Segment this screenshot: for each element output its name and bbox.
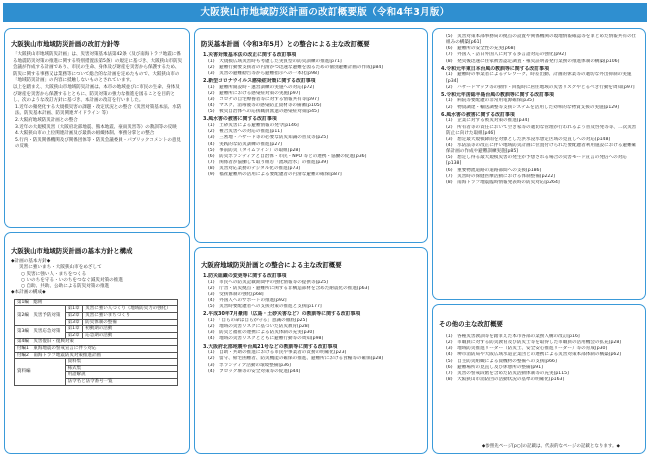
- structure-part: 第1編 総則: [15, 299, 178, 306]
- structure-chapter-name: 法令名と法令番号一覧: [65, 378, 177, 385]
- section-item: (6) 重要物流道路の道路部間への支援[p186]: [446, 167, 542, 173]
- other-panel: [432, 304, 646, 454]
- section-item: (4) 実践的な防災訓練の推進[p27]: [208, 141, 282, 147]
- structure-chapter: 第1章: [65, 326, 83, 333]
- basic-policy-line: 災害に強いまち・大阪狭山市をめざして: [19, 265, 102, 271]
- structure-part: 付編1 東海地震の警戒宣言に伴う対応: [15, 345, 178, 352]
- structure-chapter: 第1章: [65, 306, 83, 313]
- structure-row: [15, 339, 178, 346]
- reference-note: ◆参照先ページ[p○]の記載は、代表的なページの記載となります。◆: [481, 444, 620, 449]
- other-item: (3) 地域防災推進リーダー（防災士、安全安心推進リーダー）等の育成[p30]: [446, 346, 608, 352]
- section-item: (1) 自助・共助の推進における市民や事業者の責務の明確化[p23]: [208, 350, 347, 356]
- section-item: (5) 災害対策本部事務局の拠点の設置や関係機関の現地情報確認等をまとめた情報共有の仕組みの構築[p61]: [446, 34, 637, 46]
- structure-row: [15, 352, 178, 359]
- basic-plan-panel: [194, 28, 428, 243]
- structure-part: 第3編 災害応急対策: [15, 326, 66, 339]
- structure-row: [15, 326, 178, 333]
- section-item: (1) 病院等要配慮の非常用電源確保[p35]: [446, 98, 534, 104]
- structure-table: [14, 299, 178, 386]
- structure-row: [15, 345, 178, 352]
- structure-row: [15, 359, 178, 366]
- basic-plan-body: [195, 50, 427, 181]
- policy-body: [5, 50, 189, 154]
- structure-heading: 大阪狭山市地域防災計画の基本方針と構成: [8, 245, 135, 256]
- section-item: (1) 大規模広域災害時も考慮した実質型の防災訓練の推進[p71]: [208, 58, 342, 64]
- section-item: (6) 防災ボランティアと自治体・市民・NPO 等との連携・協働の促進[p36]: [208, 153, 367, 159]
- section-item: (2) 避難行動要支援者の円滑かつ迅速な避難を図るための個別避難計画の作成[p84]: [208, 64, 384, 70]
- policy-item: 4.大阪狭山市の上位関連計画及び最新の組織体制、事務分掌との整合: [15, 131, 155, 137]
- section-title: 3.風水害の被害に関する改訂事項: [203, 116, 277, 123]
- basic-policy-title: ◆計画の基本方針◆: [11, 259, 51, 264]
- other-item: (4) 堺市消防局や大阪広域水道企業団との連携による災害対策本部体制の構築[p62]: [446, 352, 622, 358]
- other-item: (8) 大阪狭山市消防団の活動状況の基準の明確化[p163]: [446, 377, 565, 383]
- structure-chapter: 第3章: [65, 319, 83, 326]
- section-item: (4) 地域の災害リスクとともに避難行動等の周知[p98]: [208, 336, 324, 342]
- basic-policy-line: ○ 自助、共助、公助による防災対策の推進: [21, 284, 110, 290]
- other-heading: その他の主な改訂概要: [436, 318, 506, 329]
- structure-chapter-name: 用語解説: [65, 372, 177, 379]
- section-item: (1) 市民への防災記載期間中の強化情報等の提供等[p25]: [208, 279, 328, 285]
- continued-body: [433, 29, 645, 189]
- section-item: (1) 土砂災害による避難情報の発令[p146]: [208, 123, 299, 129]
- policy-item: 3.近年の大規模災害（大阪府北部地震、熊本地震、豪雨災害等）の教訓等の反映: [15, 124, 177, 130]
- section-title: 1.災害対策基本法の改正に関する改訂事項: [203, 52, 297, 58]
- section-item: (6) 避難所の安全性の充実[p68]: [446, 46, 516, 52]
- structure-chapter-name: 初動期の活動: [83, 326, 178, 333]
- section-item: (1) 避難所開設時・運営訓練の実施への対応[p72]: [208, 84, 315, 90]
- section-item: (3) ボランティア活動の環境整備[p36]: [208, 362, 291, 368]
- osaka-plan-panel: [194, 247, 428, 454]
- structure-chapter-name: 防災体制の整備: [83, 319, 178, 326]
- basic-policy-line: ○ 災害に強い人・まちをつくる: [21, 271, 87, 277]
- other-item: (2) 市職員に対する防災教育及び防災士等を取得した市職員の活用機会の拡充[p28]: [446, 340, 622, 346]
- section-item: (8) 災害対応業務のデジタル化の推進[p73]: [208, 166, 301, 172]
- section-title: 1.防災組織の変更等に関する改訂事項: [203, 273, 287, 279]
- section-item: (4) マスク、消毒液等の感染防止資材等の備蓄[p105]: [208, 103, 322, 109]
- structure-part: 付編2 南海トラフ地震防災対策推進計画: [15, 352, 178, 359]
- structure-chapter: 第2章: [65, 332, 83, 339]
- section-item: (8) 南海トラフ地震臨時情報発表時の防災対応[p264]: [446, 179, 560, 185]
- structure-part: 第2編 災害予防対策: [15, 306, 66, 326]
- other-item: (5) 自主防災組織による資機材の整備への支援[p66]: [446, 358, 557, 364]
- policy-heading: 大阪狭山市地域防災計画の改訂方針等: [8, 38, 123, 49]
- section-item: (2) 避難所における感染症対策の実施[p97]: [208, 90, 301, 96]
- section-item: (2) ハザードマップ等の動作・回覧時に居住地域の災害リスクやとるべき行動を周知[p97]: [446, 84, 635, 90]
- basic-policy-line: ○ いのちを守る・いのちをつなぐ減災対策の推進: [21, 277, 123, 283]
- structure-chapter-name: 資料集: [65, 359, 177, 366]
- section-item: (3) 災害の避難勧告等から避難指示への一本化[p98]: [208, 70, 319, 76]
- structure-chapter-name: 応急期の活動: [83, 332, 178, 339]
- section-item: (5) 災害時要配慮者への支援対策の推進と支援[p177]: [208, 304, 322, 310]
- section-item: (2) 庁舎・防災拠点・避難所に関する非構造部材を含めた耐震化の推進[p63]: [208, 285, 370, 291]
- section-item: (5) 想定し得る最大規模災害の発生が予想される場合の災害モード宣言の発信への対応[p138]: [446, 155, 627, 167]
- section-item: (8) 発災後迅速に住家被害認定調査・罹災証明書発行業務の推進体制の構築[p106]: [446, 58, 620, 64]
- section-item: (5) 被災自治体への応援職員派遣の感染症対策[p45]: [208, 109, 319, 115]
- policy-panel: [4, 28, 190, 228]
- section-item: (3) 防災と福祉の連携による防災体制の充実[p30]: [208, 330, 315, 336]
- section-item: (4) 外国人へのサポートの推進[p92]: [208, 298, 287, 304]
- section-item: (7) 関係者が協働して取り組む「流域治水」の推進[p39]: [208, 159, 328, 165]
- section-item: (2) 物資調達・輸送調整等支援システムを活用した効率的な物資支援の実施[p129]: [446, 104, 619, 110]
- policy-item: 2.大阪府地域防災計画との整合: [15, 117, 78, 123]
- other-item: (1) 各種災害教訓等を踏まえた本市各部の業務人構の改訂[p16]: [446, 334, 580, 339]
- section-item: (3) 想定最大規模降雨を対象とした洪水浸水想定区域の見直しへの対応[p148]: [446, 136, 611, 142]
- section-item: (2) 所有者等の責任において空き家等の適切な管理が行われるよう普及啓発等等、二次災害防止に向けた取組[p46]: [446, 124, 637, 136]
- section-item: (3) 三密地・ハザード等の必要な防災知識の普及等[p25]: [208, 135, 328, 141]
- section-item: (7) 災害時の保健医療活動における体制整備[p222]: [446, 173, 556, 179]
- section-title: 2.新型コロナウイルス感染症対策に関する改訂事項: [203, 78, 316, 85]
- section-item: (5) 事前防災（タイムライン）の取組[p28]: [208, 147, 301, 153]
- structure-chapter-name: 災害に強い人づくり（地域防災力の強化）: [83, 306, 178, 313]
- structure-chapter-name: 災害に強いまちづくり: [83, 312, 178, 319]
- section-item: (4) 水防法等の改正に伴い地域防災計画に位置付けられた要配慮者利用施設における避難確保計画の作成や避難訓練実施[p85]: [446, 142, 637, 155]
- policy-paragraph: 「大阪狭山市地域防災計画」は、災害対策基本法第42条（及び南海トラフ地震に係る地震防災対策の推進に関する特別措置法第5条）の規定に基づき、大阪狭山市防災会議が作成する計画であり、市民の生命、身体及び財産を災害から保護するため、防災に関する事務又は業務等について総合的な計画を定めたもので、大阪狭山市の「地域防災計画」の内容に抵触しないものとされています。: [13, 52, 183, 84]
- structure-panel: [4, 232, 190, 454]
- section-item: (3) コロナの自宅療養者等に対する情報共有等[p97]: [208, 96, 319, 102]
- compose-title: ◆本計画の構成◆: [11, 290, 46, 296]
- section-item: (7) 外国人・訪日外国人に対する多言語対応の強化[p92]: [446, 52, 566, 58]
- policy-paragraph: 以上を踏まえ、大阪狭山市地域防災計画は、本市の地域並びに市民の生命、身体及び財産を災害から保護するとともに、防災対策の強力な推進を図ることを目的とし、次のような改訂方針に基づき、本計画の改訂を行いました。: [13, 84, 180, 104]
- section-title: 4.令和元年東日本台風の教訓等に関する改訂事項: [441, 65, 549, 72]
- section-item: (3) 受援体制の強化[p68]: [208, 291, 264, 297]
- structure-chapter: 第2章: [65, 312, 83, 319]
- osaka-plan-heading: 大阪府地域防災計画との整合による主な改訂概要: [198, 259, 345, 270]
- section-title: 3.大阪府北部地震や台風21号などの教訓等に関する改訂事項: [203, 343, 338, 350]
- section-item: (2) 複合災害への対応の推進[p11]: [208, 129, 282, 135]
- policy-item: 5.行内・防災関係機関及び関係団体等・防災会議委員・パブリックコメントの意見の反映: [15, 137, 181, 150]
- section-item: (9) 福祉避難所の活用による要配慮者の円滑な避難の確保[p87]: [208, 172, 342, 178]
- other-item: (6) 避難場所の見直し及び休憩所の整備[p91]: [446, 364, 543, 370]
- page-title: 大阪狭山市地域防災計画の改訂概要版（令和4年3月版）: [3, 3, 647, 22]
- section-item: (2) 留守、帰宅困難者、防災機能の確保の推進、避難所における食糧等の確保[p28]: [208, 356, 384, 362]
- osaka-plan-body: [195, 271, 427, 378]
- structure-part: 第4編 災害復旧・復興対策: [15, 339, 178, 346]
- section-item: (4) ブロック塀等の安全対策等の促進[p44]: [208, 368, 301, 374]
- section-item: (2) 地域の災害リスクに基づいた防災教育[p28]: [208, 324, 310, 330]
- other-body: [433, 330, 645, 386]
- section-item: (1) 「自らの命は自らが守る」意識の徹底[p25]: [208, 317, 308, 323]
- continued-panel: [432, 28, 646, 300]
- section-title: 6.風水害の被害に関する改訂事項: [441, 111, 515, 118]
- section-title: 5.令和元年房総半島台風の教訓等に関する改訂事項: [441, 91, 554, 98]
- section-item: (1) 企業に対する被災対策の推進[p34]: [446, 118, 530, 124]
- basic-plan-heading: 防災基本計画（令和3年5月）との整合による主な改訂概要: [198, 38, 373, 49]
- structure-row: [15, 299, 178, 306]
- section-title: 2.平成30年7月豪雨（広島・土砂災害など）の教訓等に関する改訂事項: [203, 311, 361, 318]
- structure-row: [15, 306, 178, 313]
- structure-part: 資料編: [15, 359, 66, 385]
- policy-item: 1.近年の頻発化する大規模災害の課題・改定状況との整合（災害対策基本法、水防法、防災基本計画、防災関連ガイドライン 等）: [15, 104, 182, 117]
- section-item: (1) 避難時の事業者によるテレワーク、時差出勤、計画的休業等の適切な外出抑制の実施[p34]: [446, 72, 632, 84]
- other-item: (7) 災害の警戒段階を含めた防災活動体制等の充実[p115]: [446, 370, 569, 376]
- structure-chapter-name: 様式集: [65, 365, 177, 372]
